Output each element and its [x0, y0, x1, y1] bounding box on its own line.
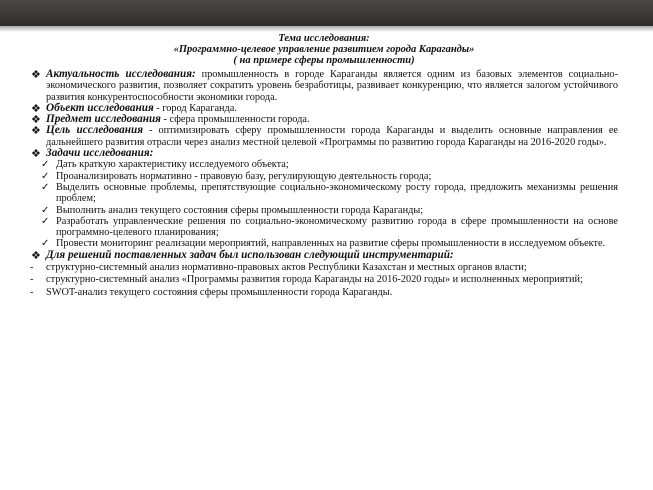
item-label: Цель исследования: [46, 124, 143, 137]
checkmark-icon: ✓: [41, 238, 50, 250]
task-text: Провести мониторинг реализации мероприятий, направленных на развитие сферы промышленности в исследуемом объекте.: [56, 238, 606, 250]
slide-top-bar: [0, 0, 653, 26]
task-text: Дать краткую характеристику исследуемого объекта;: [56, 159, 289, 171]
task-text: Разработать управленческие решения по социально-экономическому развитию города в сфере промышленности на основе программно-целевого планирования;: [56, 215, 618, 239]
task-item: [30, 205, 618, 216]
checkmark-icon: ✓: [41, 204, 50, 216]
item-text: - сфера промышленности города.: [160, 114, 310, 126]
item-text: промышленность в городе Караганды является одним из базовых элементов социально-экономического развития, позволяет сократить уровень безработицы, развивает конкуренцию, что является залогом устойчивого развития конкурентоспособности экономики города.: [46, 69, 619, 103]
item-text: - город Караганда.: [153, 102, 237, 114]
task-item: [30, 216, 618, 239]
task-text: Выполнить анализ текущего состояния сферы промышленности города Караганды;: [56, 204, 424, 216]
checkmark-icon: ✓: [41, 159, 50, 171]
tasks-list: [30, 159, 618, 249]
diamond-bullet-icon: ❖: [31, 125, 41, 138]
checkmark-icon: ✓: [41, 181, 50, 193]
top-bar-shadow: [0, 26, 653, 32]
diamond-bullet-icon: ❖: [31, 249, 41, 262]
tool-text: структурно-системный анализ нормативно-правовых актов Республики Казахстан и местных органов власти;: [46, 262, 527, 274]
tools-list: [30, 262, 618, 298]
slide-content: [30, 33, 618, 298]
diamond-bullet-icon: ❖: [31, 114, 41, 127]
item-label: Для решений поставленных задач был использован следующий инструментарий:: [46, 248, 454, 261]
item-label: Объект исследования: [46, 101, 154, 114]
tool-item: [30, 287, 618, 298]
title-line-1: Тема исследования:: [278, 33, 370, 44]
item-label: Предмет исследования: [46, 113, 161, 126]
slide-title: [30, 33, 618, 66]
title-line-3: ( на примере сферы промышленности): [233, 55, 415, 66]
dash-bullet-icon: -: [30, 286, 34, 298]
tool-item: [30, 262, 618, 273]
checkmark-icon: ✓: [41, 215, 50, 227]
diamond-bullet-icon: ❖: [31, 69, 41, 81]
dash-bullet-icon: -: [30, 274, 34, 286]
task-item: [30, 159, 618, 170]
checkmark-icon: ✓: [41, 170, 50, 182]
task-text: Выделить основные проблемы, препятствующие социально-экономическому росту города, предложить механизмы решения проблем;: [56, 181, 618, 205]
tool-item: [30, 274, 618, 285]
item-label: Актуальность исследования:: [46, 68, 196, 80]
diamond-bullet-icon: ❖: [31, 102, 41, 115]
task-item: [30, 182, 618, 205]
item-tasks: [30, 148, 618, 159]
item-text: - оптимизировать сферу промышленности города Караганды и выделить основные направления ее дальнейшего развития отрасли через анализ местной целевой «Программы по развитию города Караганды на 2016-2020 годы».: [46, 125, 618, 148]
item-goal: [30, 125, 618, 148]
dash-bullet-icon: -: [30, 262, 34, 274]
slide-body: [30, 69, 618, 298]
diamond-bullet-icon: ❖: [31, 148, 41, 161]
task-item: [30, 171, 618, 182]
title-line-2: «Программно-целевое управление развитием города Караганды»: [173, 44, 475, 55]
item-label: Задачи исследования:: [46, 147, 154, 160]
tool-text: структурно-системный анализ «Программы развития города Караганды на 2016-2020 годы» и исполненных мероприятий;: [46, 274, 583, 286]
task-text: Проанализировать нормативно - правовую базу, регулирующую деятельность города;: [56, 170, 432, 182]
item-tools: [30, 250, 618, 261]
tool-text: SWOT-анализ текущего состояния сферы промышленности города Караганды.: [46, 286, 393, 298]
item-relevance: [30, 69, 618, 103]
